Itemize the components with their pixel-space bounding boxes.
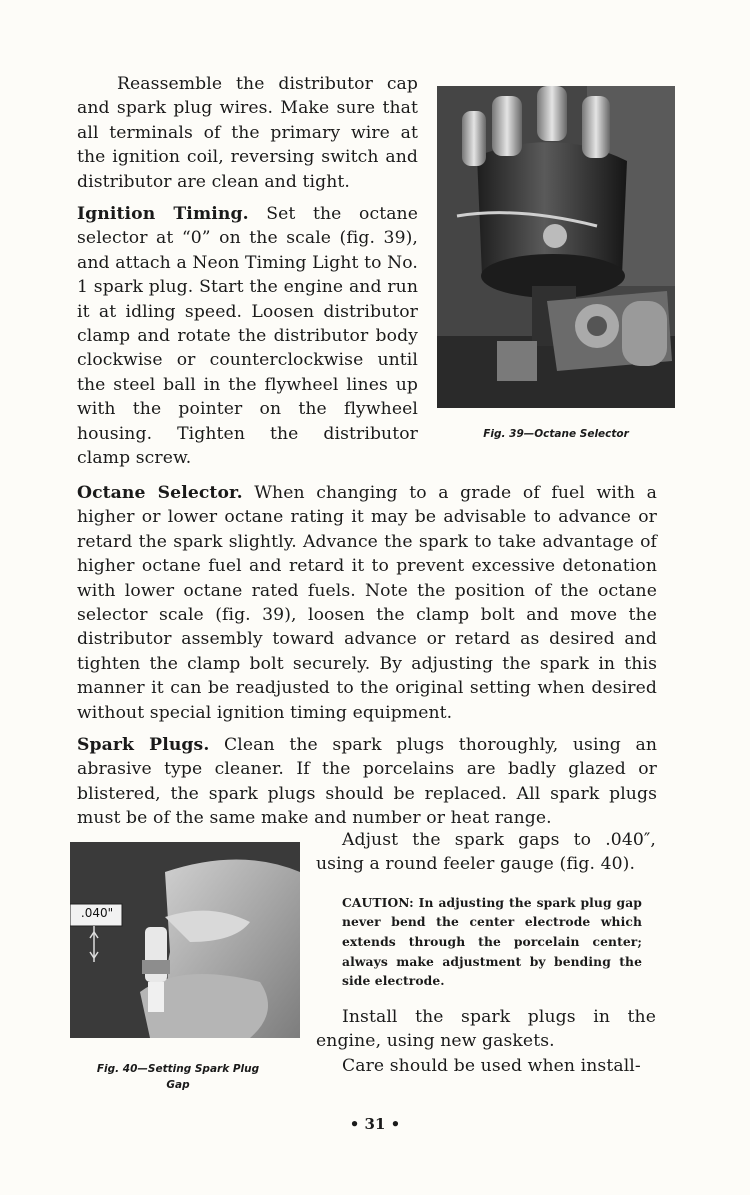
figure-40-photo	[70, 842, 300, 1038]
full-width-text	[77, 481, 657, 831]
figure-39-photo	[437, 86, 675, 408]
bottom-text-column	[316, 828, 656, 1078]
gap-measurement-label: .040"	[80, 906, 114, 920]
figure-40-caption-line1: Fig. 40—Setting Spark Plug	[96, 1063, 260, 1075]
octane-selector-paragraph	[77, 481, 657, 725]
spark-plugs-heading: Spark Plugs.	[77, 735, 210, 756]
figure-39-caption: Fig. 39—Octane Selector	[483, 428, 629, 440]
install-paragraph: Install the spark plugs in the engine, using new gaskets.	[316, 1006, 656, 1052]
care-paragraph: Care should be used when install-	[342, 1055, 641, 1076]
figure-40-caption-line2: Gap	[166, 1079, 190, 1091]
ignition-timing-heading: Ignition Timing.	[77, 204, 249, 225]
reassemble-paragraph: Reassemble the distributor cap and spark plug wires. Make sure that all terminals of the primary wire at the ignition coil, reversing switch and distributor are clean and tight.	[77, 74, 418, 192]
ignition-timing-paragraph	[77, 202, 418, 470]
page-number: • 31 •	[349, 1115, 401, 1133]
octane-selector-heading: Octane Selector.	[77, 483, 243, 503]
spark-plugs-body: Clean the spark plugs thoroughly, using an abrasive type cleaner. If the porcelains are badly glazed or blistered, the spark plugs should be replaced. All spark plugs must be of the same make and number or heat range.	[77, 735, 657, 829]
figure-40-caption	[74, 1061, 282, 1093]
adjust-gap-paragraph: Adjust the spark gaps to .040″, using a round feeler gauge (fig. 40).	[316, 830, 656, 875]
spark-plug-gap-photo-icon	[70, 842, 300, 1038]
top-text-column	[77, 72, 418, 471]
distributor-photo-icon	[437, 86, 675, 408]
spark-plugs-paragraph	[77, 733, 657, 831]
octane-selector-body: When changing to a grade of fuel with a higher or lower octane rating it may be advisable to advance or retard the spark slightly. Advance the spark to take advantage of higher octane fuel and retard it to prevent excessive detonation with lower octane rated fuels. Note the position of the octane selector scale (fig. 39), loosen the clamp bolt and move the distributor assembly toward advance or retard as desired and tighten the clamp bolt securely. By adjusting the spark in this manner it can be readjusted to the original setting when desired without special ignition timing equipment.	[77, 483, 657, 723]
ignition-timing-body: Set the octane selector at “0” on the scale (fig. 39), and attach a Neon Timing Light to No. 1 spark plug. Start the engine and run it at idling speed. Loosen distributor clamp and rotate the distributor body clockwise or counterclockwise until the steel ball in the flywheel lines up with the pointer on the flywheel housing. Tighten the distributor clamp screw.	[77, 204, 418, 469]
caution-note: CAUTION: In adjusting the spark plug gap never bend the center electrode which extends through the porcelain center; always make adjustment by bending the side electrode.	[342, 894, 642, 989]
